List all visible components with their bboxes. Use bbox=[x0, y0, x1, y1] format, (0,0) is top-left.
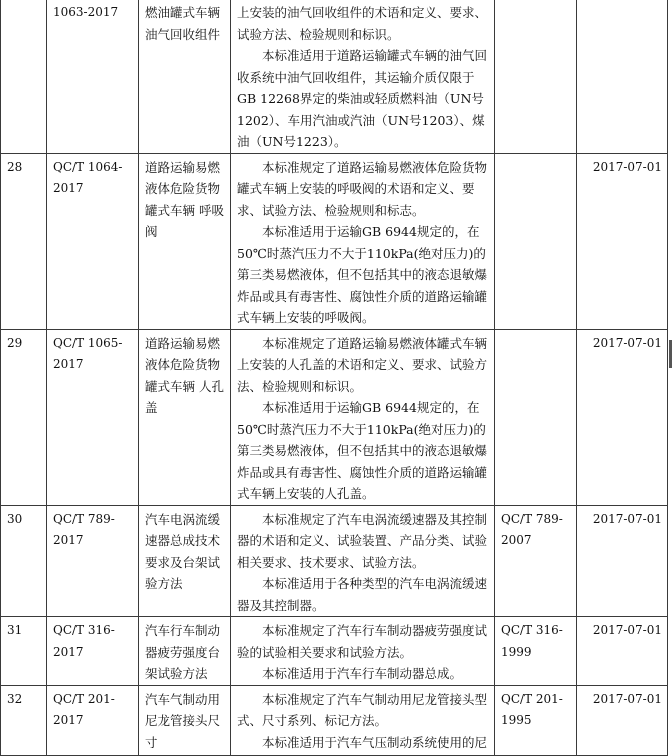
row-number: 28 bbox=[1, 153, 47, 329]
replaced-standard bbox=[495, 0, 577, 153]
standard-code: QC/T 789-2017 bbox=[47, 505, 139, 617]
scope-cell bbox=[231, 685, 495, 755]
scope-cell bbox=[231, 329, 495, 505]
standard-name: 道路运输易燃液体危险货物罐式车辆 呼吸阀 bbox=[139, 153, 231, 329]
replaced-standard: QC/T 789-2007 bbox=[495, 505, 577, 617]
scope-paragraph: 本标准规定了道路运输易燃液体危险货物罐式车辆上安装的呼吸阀的术语和定义、要求、试验方法、检验规则和标志。 bbox=[237, 159, 488, 218]
scope-cell bbox=[231, 153, 495, 329]
effective-date: 2017-07-01 bbox=[577, 685, 668, 755]
standard-name: 汽车行车制动器疲劳强度台架试验方法 bbox=[139, 617, 231, 686]
scope-paragraph: 本标准规定了汽车电涡流缓速器及其控制器的术语和定义、试验装置、产品分类、试验相关要求、技术要求、试验方法。 bbox=[237, 511, 488, 570]
standard-name: 汽车气制动用尼龙管接头尺寸 bbox=[139, 685, 231, 755]
table-row bbox=[1, 0, 668, 153]
table-row bbox=[1, 685, 668, 755]
row-number: 29 bbox=[1, 329, 47, 505]
scope-cell bbox=[231, 617, 495, 686]
scope-paragraph: 本标准适用于各种类型的汽车电涡流缓速器及其控制器。 bbox=[237, 576, 488, 613]
standard-name: 燃油罐式车辆油气回收组件 bbox=[139, 0, 231, 153]
standard-code: QC/T 316-2017 bbox=[47, 617, 139, 686]
scope-paragraph: 本标准适用于汽车行车制动器总成。 bbox=[262, 666, 463, 681]
table-row bbox=[1, 505, 668, 617]
effective-date: 2017-07-01 bbox=[577, 505, 668, 617]
standard-code: QC/T 1065-2017 bbox=[47, 329, 139, 505]
table-row bbox=[1, 329, 668, 505]
standard-name: 道路运输易燃液体危险货物罐式车辆 人孔盖 bbox=[139, 329, 231, 505]
scope-cell bbox=[231, 505, 495, 617]
replaced-standard bbox=[495, 329, 577, 505]
effective-date: 2017-07-01 bbox=[577, 329, 668, 505]
scope-paragraph: 本标准适用于汽车气压制动系统使用的尼 bbox=[262, 734, 488, 750]
row-number: 31 bbox=[1, 617, 47, 686]
row-number: 30 bbox=[1, 505, 47, 617]
replaced-standard bbox=[495, 153, 577, 329]
scope-paragraph: 本标准适用于运输GB 6944规定的，在50℃时蒸汽压力不大于110kPa(绝对压力)的第三类易燃液体，但不包括其中的液态退敏爆炸品或具有毒害性、腐蚀性介质的道路运输罐式车辆上安装的人孔盖。 bbox=[237, 400, 488, 501]
table-row bbox=[1, 617, 668, 686]
standard-code: 1063-2017 bbox=[47, 0, 139, 153]
row-number: 32 bbox=[1, 685, 47, 755]
scope-paragraph: 上安装的油气回收组件的术语和定义、要求、试验方法、检验规则和标识。 bbox=[237, 5, 488, 42]
replaced-standard: QC/T 316-1999 bbox=[495, 617, 577, 686]
scope-paragraph: 本标准适用于运输GB 6944规定的，在50℃时蒸汽压力不大于110kPa(绝对压力)的第三类易燃液体，但不包括其中的液态退敏爆炸品或具有毒害性、腐蚀性介质的道路运输罐式车辆上安装的呼吸阀。 bbox=[237, 224, 488, 325]
scope-paragraph: 本标准适用于道路运输罐式车辆的油气回收系统中油气回收组件，其运输介质仅限于GB 12268界定的柴油或轻质燃料油（UN号1202）、车用汽油或汽油（UN号1203）、煤油（UN号1223）。 bbox=[237, 48, 488, 149]
scope-cell bbox=[231, 0, 495, 153]
replaced-standard: QC/T 201-1995 bbox=[495, 685, 577, 755]
effective-date: 2017-07-01 bbox=[577, 153, 668, 329]
effective-date bbox=[577, 0, 668, 153]
scope-paragraph: 本标准规定了道路运输易燃液体罐式车辆上安装的人孔盖的术语和定义、要求、试验方法、检验规则和标识。 bbox=[237, 335, 488, 394]
scope-paragraph: 本标准规定了汽车气制动用尼龙管接头型式、尺寸系列、标记方法。 bbox=[237, 691, 488, 728]
scope-paragraph: 本标准规定了汽车行车制动器疲劳强度试验的试验相关要求和试验方法。 bbox=[237, 623, 488, 660]
row-number bbox=[1, 0, 47, 153]
standard-code: QC/T 201-2017 bbox=[47, 685, 139, 755]
effective-date: 2017-07-01 bbox=[577, 617, 668, 686]
standard-code: QC/T 1064-2017 bbox=[47, 153, 139, 329]
table-row bbox=[1, 153, 668, 329]
standard-name: 汽车电涡流缓速器总成技术要求及台架试验方法 bbox=[139, 505, 231, 617]
